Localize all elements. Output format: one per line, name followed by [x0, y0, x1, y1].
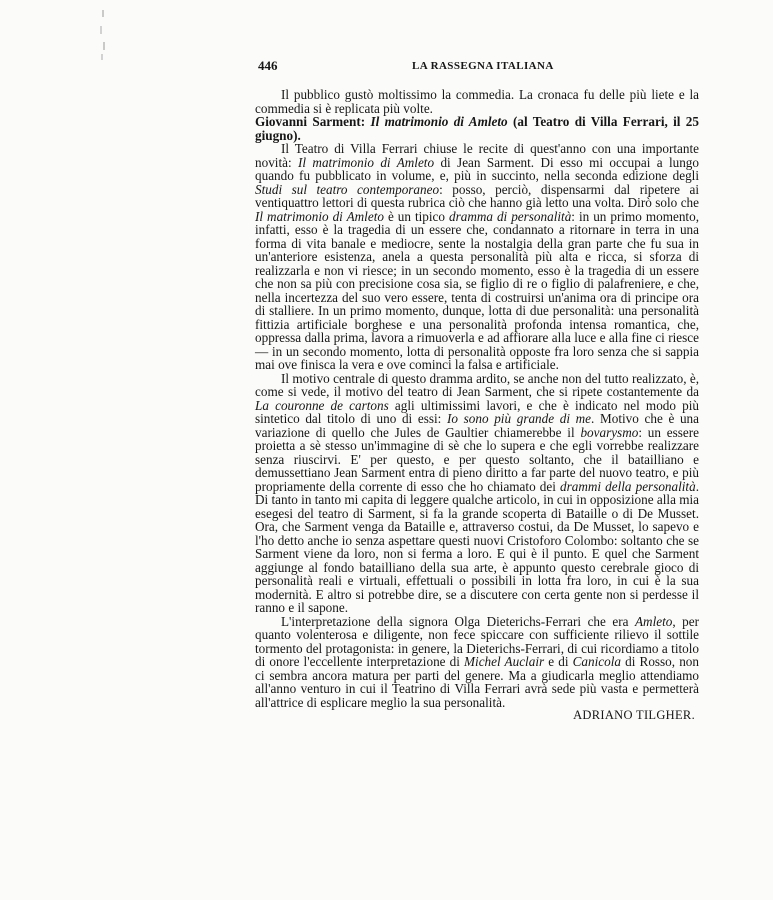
text-run: e di	[544, 654, 573, 669]
paragraph-1	[255, 142, 699, 372]
author-signature: ADRIANO TILGHER.	[573, 708, 695, 722]
page-header	[258, 58, 704, 78]
text-run: di Rosso, non ci sembra ancora matura per parti del genere. Ma a giudicarla meglio attendiamo all'anno venturo in cui il Teatrino di Villa Ferrari avrà sede più vasta e permetterà all'attrice di esplicare meglio la sua personalità.	[255, 654, 699, 710]
italic-run: drammi della personalità	[560, 478, 696, 494]
text-run: . Di tanto in tanto mi capita di leggere qualche articolo, in cui in opposizione alla mia esegesi del teatro di Sarment, si fa la grande scoperta di Bataille o di De Musset. Ora, che Sarment venga da Bataille e, attraverso costui, da De Musset, lo sapevo e l'ho detto anche io senza aspettare questi nuovi Cristoforo Colombo: soltanto che se Sarment viene da loro, non si ferma a loro. E qui è il punto. E quel che Sarment aggiunge al fondo batailliano della sua arte, è appunto questo cerebrale gioco di personalità reali e virtuali, effettuali o possibili in lotta fra loro, in cui è la sua modernità. E altro si potrebbe dire, se a discutere con certa gente non si perdesse il ranno e il sapone.	[255, 478, 699, 615]
italic-run: Canicola	[572, 654, 621, 669]
italic-run: Amleto	[635, 613, 673, 629]
scan-edge-marks	[94, 8, 108, 68]
text-run: agli ultimissimi lavori, e che è indicato nel modo più sintetico dal titolo di uno di essi:	[255, 397, 699, 426]
paragraph-3	[255, 615, 699, 710]
text-run: : posso, perciò, dispensarmi dal ripetere ai ventiquattro lettori di questa rubrica ciò che hanno già letto una volta. Dirò solo che	[255, 181, 700, 210]
italic-run: Michel Auclair	[464, 654, 545, 669]
text-run: di Jean Sarment. Di esso mi occupai a lungo quando fu pubblicato in volume, e, più in succinto, nella seconda edizione degli	[255, 154, 699, 183]
opening-paragraph: Il pubblico gustò moltissimo la commedia. La cronaca fu delle più liete e la commedia si è replicata più volte.	[255, 87, 699, 116]
italic-run: Io sono più grande di me	[447, 411, 592, 426]
italic-run: La couronne de cartons	[255, 397, 389, 413]
paragraph-2	[255, 372, 699, 615]
text-run: è un tipico	[383, 208, 449, 224]
text-run: Il Teatro di Villa Ferrari chiuse le recite di quest'anno con una importante novità:	[255, 141, 699, 170]
text-run: , per quanto volenterosa e diligente, non fece spiccare con sufficiente rilievo il sottile tormento del protagonista: in genere, la Dieterichs-Ferrari, di cui ricordiamo a titolo di onore l'eccellente interpretazione di	[255, 613, 699, 669]
italic-run: Il matrimonio di Amleto	[298, 154, 435, 170]
review-author: Giovanni Sarment:	[255, 114, 366, 129]
review-heading	[255, 115, 699, 142]
italic-run: Studi sul teatro contemporaneo	[255, 181, 440, 197]
text-run: : un essere proietta a sè stesso un'immagine di sè che lo supera e che egli vorrebbe realizzare senza riuscirvi. E' per questo, e per questo soltanto, che il batailliano e demussettiano Jean Sarment entra di pieno diritto a far parte del nuovo teatro, e più propriamente della corrente di esso che ho chiamato dei	[255, 424, 699, 494]
text-run: : in un primo momento, infatti, esso è la tragedia di un essere che, condannato a ritornare in terra in una forma di vita banale e mediocre, sente la nostalgia della gran parte che fu sua in un'anteriore esistenza, anela a questa personalità più alta e ricca, si sforza di realizzarla e non vi riesce; in un secondo momento, esso è la tragedia di un essere che non sa più con precisione cosa sia, se figlio di re o figlio di palafreniere, e che, nella incertezza del suo vero essere, tenta di costruirsi un'anima ora di principe ora di stalliere. In un primo momento, dunque, lotta di due personalità: una personalità fittizia artificiale borghese e una personalità profonda intensa romantica, che, oppressa dalla prima, lavora a rimuoverla e ad affiorare alla luce e alla fine ci riesce — in un secondo momento, lotta di personalità opposte fra loro senza che si sappia mai ove finisca la vera e ove cominci la falsa e artificiale.	[255, 208, 699, 372]
article-body	[255, 88, 699, 723]
italic-run: Il matrimonio di Amleto	[255, 208, 384, 224]
italic-run: dramma di personalità	[449, 208, 572, 224]
text-run: L'interpretazione della signora Olga Dieterichs-Ferrari che era	[281, 613, 635, 629]
page-number: 446	[258, 58, 278, 73]
review-details: (al Teatro di Villa Ferrari, il 25 giugno).	[255, 114, 699, 143]
review-work-title: Il matrimonio di Amleto	[370, 114, 508, 129]
running-title: LA RASSEGNA ITALIANA	[412, 60, 554, 72]
italic-run: bovarysmo	[580, 424, 639, 440]
text-run: Il motivo centrale di questo dramma ardito, se anche non del tutto realizzato, è, come si vede, il motivo del teatro di Jean Sarment, che si ripete costantemente da	[255, 370, 699, 399]
text-run: . Motivo che è una variazione di quello che Jules de Gaultier chiamerebbe il	[255, 411, 700, 440]
